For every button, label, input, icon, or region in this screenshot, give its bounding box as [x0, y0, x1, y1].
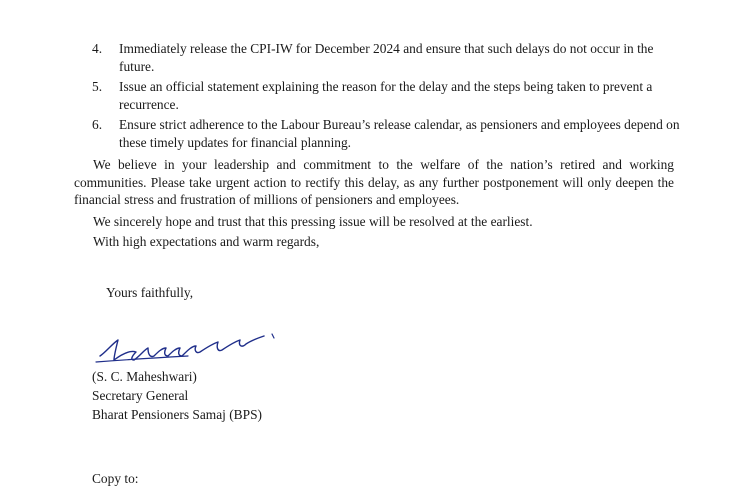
- list-number: 6.: [92, 117, 103, 132]
- body-paragraph-3: With high expectations and warm regards,: [93, 234, 320, 249]
- signatory-name: (S. C. Maheshwari): [92, 369, 197, 384]
- list-item: [92, 116, 682, 151]
- list-text: Immediately release the CPI-IW for December 2024 and ensure that such delays do not occur in the future.: [119, 41, 654, 74]
- closing-salutation: Yours faithfully,: [106, 285, 194, 300]
- list-number: 5.: [92, 79, 103, 94]
- signatory-organization: Bharat Pensioners Samaj (BPS): [92, 407, 262, 422]
- list-text: Issue an official statement explaining the reason for the delay and the steps being taken to prevent a recurrence.: [119, 79, 653, 112]
- list-item: [92, 78, 682, 113]
- demands-list: [92, 40, 682, 154]
- list-number: 4.: [92, 41, 103, 56]
- body-paragraph-2: We sincerely hope and trust that this pressing issue will be resolved at the earliest.: [93, 214, 533, 229]
- signature-image: [92, 330, 292, 370]
- list-text: Ensure strict adherence to the Labour Bureau’s release calendar, as pensioners and employees depend on these timely updates for financial planning.: [119, 117, 680, 150]
- signatory-title: Secretary General: [92, 388, 189, 403]
- list-item: [92, 40, 682, 75]
- body-paragraph-1: We believe in your leadership and commitment to the welfare of the nation’s retired and working communities. Please take urgent action to rectify this delay, as any further postponement will only deepen the financial stress and frustration of millions of pensioners and employees.: [74, 157, 674, 207]
- copy-to-label: Copy to:: [92, 471, 139, 486]
